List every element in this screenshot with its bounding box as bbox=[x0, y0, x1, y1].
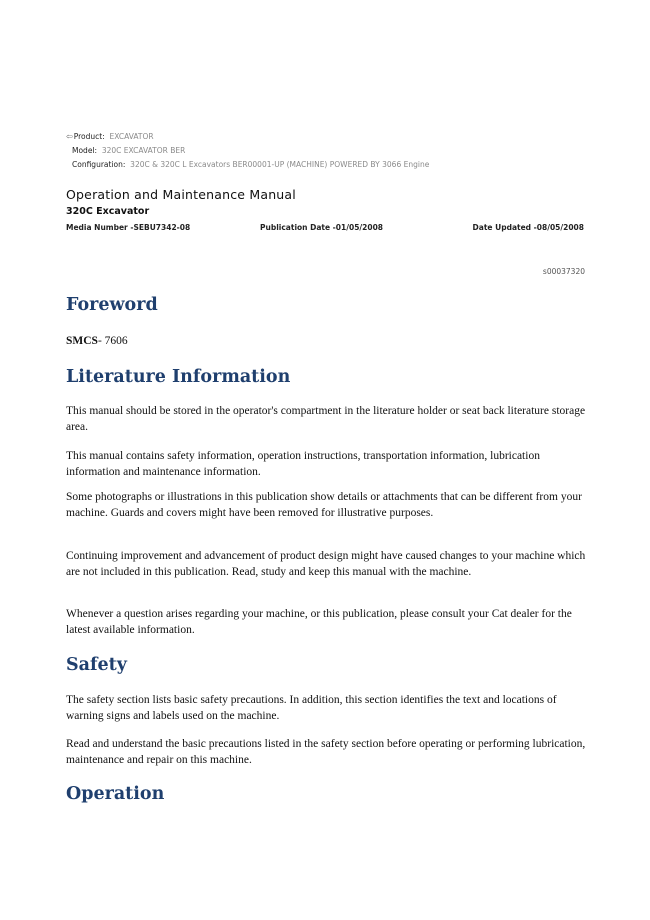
paragraph-literature-4: Continuing improvement and advancement of product design might have caused changes to your machine which are not included in this publication. Read, study and keep this manual with the machine. bbox=[66, 550, 586, 578]
smcs-code bbox=[66, 335, 128, 347]
product-row bbox=[66, 130, 586, 144]
paragraph-safety-1: The safety section lists basic safety precautions. In addition, this section identifies the text and locations of warning signs and labels used on the machine. bbox=[66, 694, 557, 722]
product-value: EXCAVATOR bbox=[109, 132, 154, 141]
paragraph-safety-2: Read and understand the basic precautions listed in the safety section before operating or performing lubrication, maintenance and repair on this machine. bbox=[66, 738, 586, 766]
back-arrow-icon[interactable]: ⇦ bbox=[66, 132, 73, 141]
media-number: Media Number -SEBU7342-08 bbox=[66, 223, 191, 232]
manual-title: Operation and Maintenance Manual bbox=[66, 187, 296, 202]
product-meta bbox=[66, 130, 586, 172]
configuration-key: Configuration: bbox=[72, 160, 126, 169]
configuration-value: 320C & 320C L Excavators BER00001-UP (MACHINE) POWERED BY 3066 Engine bbox=[130, 160, 430, 169]
product-key: Product: bbox=[73, 132, 105, 141]
date-updated: Date Updated -08/05/2008 bbox=[472, 223, 584, 232]
heading-foreword: Foreword bbox=[66, 295, 158, 315]
paragraph-literature-5: Whenever a question arises regarding your machine, or this publication, please consult your Cat dealer for the latest available information. bbox=[66, 608, 572, 636]
heading-safety: Safety bbox=[66, 655, 127, 675]
paragraph-literature-2: This manual contains safety information, operation instructions, transportation information, lubrication information and maintenance information. bbox=[66, 450, 540, 478]
smcs-value: - 7606 bbox=[97, 335, 128, 347]
configuration-row bbox=[66, 158, 586, 172]
model-key: Model: bbox=[72, 146, 98, 155]
heading-operation: Operation bbox=[66, 784, 165, 804]
paragraph-literature-3: Some photographs or illustrations in this publication show details or attachments that can be different from your machine. Guards and covers might have been removed for illustrative purposes. bbox=[66, 491, 582, 519]
model-row bbox=[66, 144, 586, 158]
document-id: s00037320 bbox=[542, 267, 585, 276]
paragraph-literature-1: This manual should be stored in the operator's compartment in the literature holder or seat back literature storage area. bbox=[66, 405, 586, 433]
smcs-label: SMCS bbox=[66, 335, 98, 347]
publication-date: Publication Date -01/05/2008 bbox=[260, 223, 384, 232]
manual-subtitle: 320C Excavator bbox=[66, 206, 150, 217]
heading-literature-information: Literature Information bbox=[66, 367, 291, 387]
model-value: 320C EXCAVATOR BER bbox=[101, 146, 186, 155]
